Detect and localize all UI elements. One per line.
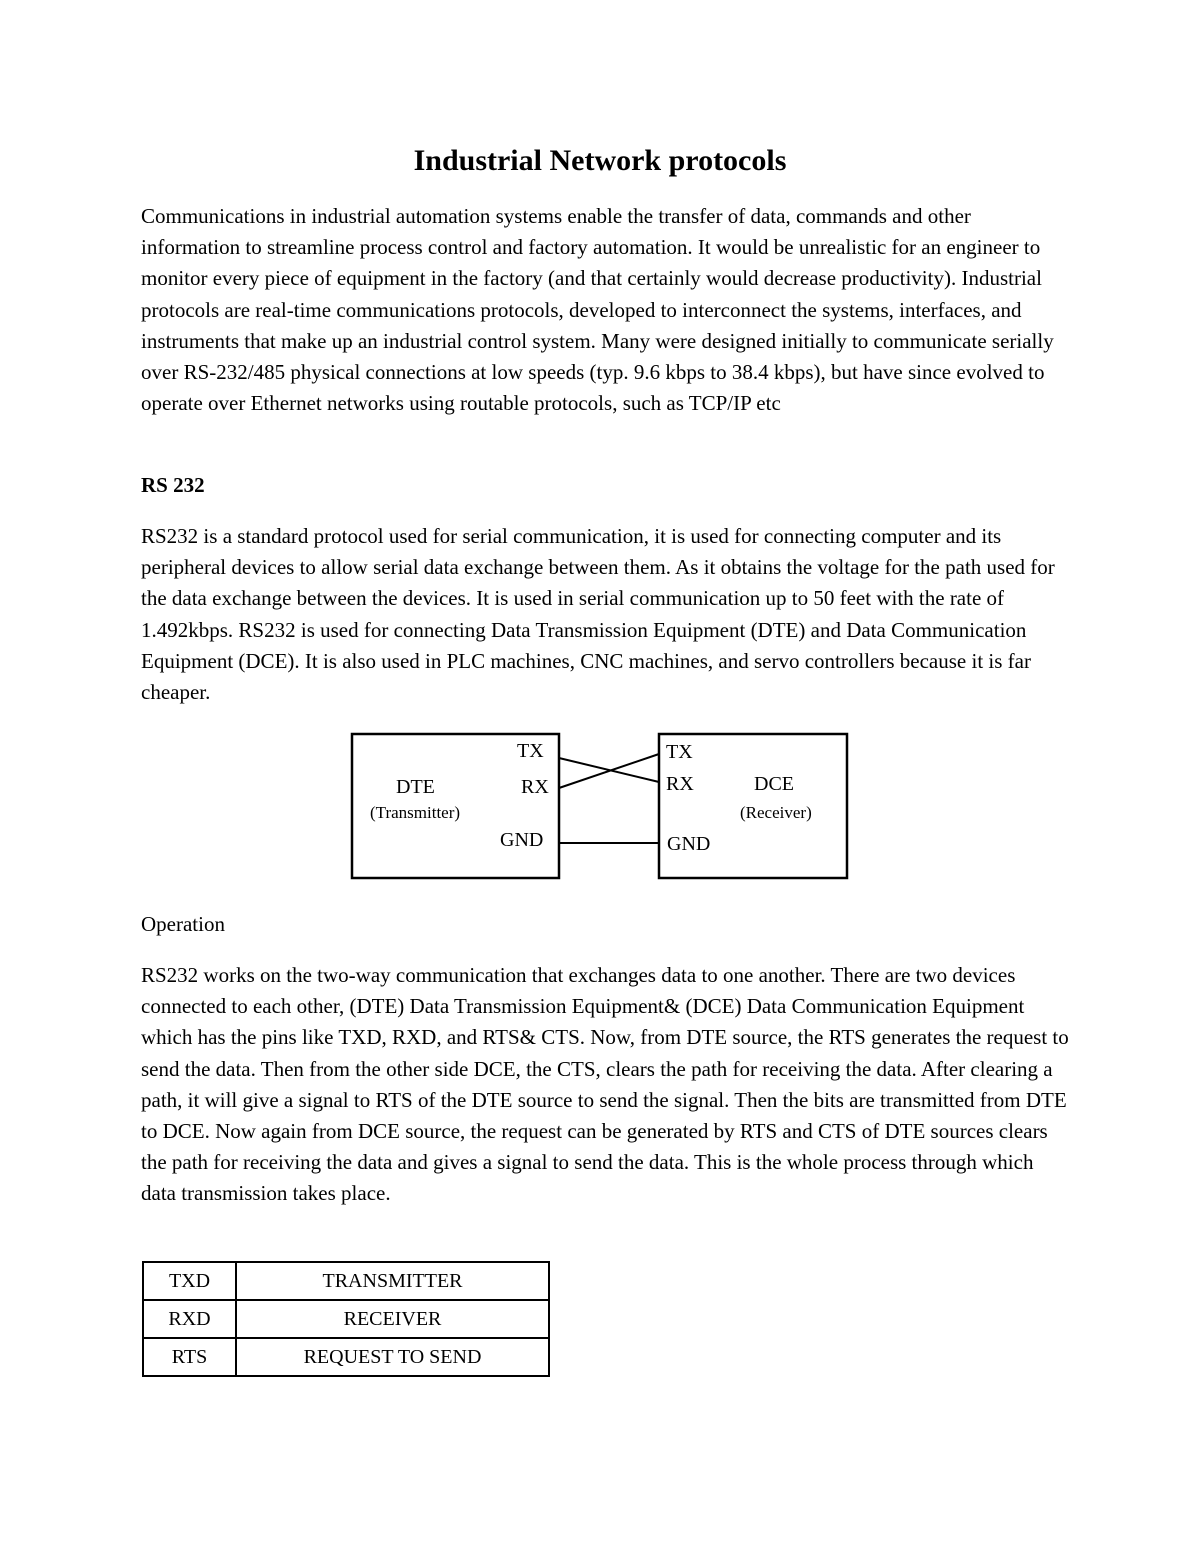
dte-sublabel: (Transmitter) bbox=[370, 803, 461, 822]
pin-code-cell: TXD bbox=[143, 1262, 236, 1300]
dte-label: DTE bbox=[396, 776, 435, 798]
table-row bbox=[143, 1262, 549, 1300]
pin-meaning-cell: REQUEST TO SEND bbox=[236, 1338, 549, 1376]
dce-rx-pin: RX bbox=[666, 773, 694, 795]
pin-meaning-cell: RECEIVER bbox=[236, 1300, 549, 1338]
pin-code-cell: RTS bbox=[143, 1338, 236, 1376]
operation-heading: Operation bbox=[141, 912, 225, 936]
rx-to-tx-wire bbox=[559, 754, 659, 788]
rs232-heading: RS 232 bbox=[141, 473, 205, 497]
dte-gnd-pin: GND bbox=[500, 829, 544, 851]
pin-table bbox=[142, 1261, 550, 1377]
dce-gnd-pin: GND bbox=[667, 833, 711, 855]
pin-code-cell: RXD bbox=[143, 1300, 236, 1338]
table-row bbox=[143, 1338, 549, 1376]
page-title: Industrial Network protocols bbox=[413, 144, 787, 177]
rs232-connection-diagram bbox=[350, 730, 852, 884]
dce-sublabel: (Receiver) bbox=[740, 803, 812, 822]
dce-tx-pin: TX bbox=[666, 741, 693, 763]
dte-rx-pin: RX bbox=[521, 776, 549, 798]
pin-meaning-cell: TRANSMITTER bbox=[236, 1262, 549, 1300]
table-row bbox=[143, 1300, 549, 1338]
dce-label: DCE bbox=[754, 773, 794, 795]
rs232-paragraph: RS232 is a standard protocol used for serial communication, it is used for connecting computer and its peripheral devices to allow serial data exchange between them. As it obtains the voltage for the path used for the data exchange between the devices. It is used in serial communication up to 50 feet with the rate of 1.492kbps. RS232 is used for connecting Data Transmission Equipment (DTE) and Data Communication Equipment (DCE). It is also used in PLC machines, CNC machines, and servo controllers because it is far cheaper. bbox=[141, 524, 1055, 705]
dte-tx-pin: TX bbox=[517, 740, 544, 762]
intro-paragraph: Communications in industrial automation systems enable the transfer of data, commands and other information to streamline process control and factory automation. It would be unrealistic for an engineer to monitor every piece of equipment in the factory (and that certainly would decrease productivity). Industrial protocols are real-time communications protocols, developed to interconnect the systems, interfaces, and instruments that make up an industrial control system. Many were designed initially to communicate serially over RS-232/485 physical connections at low speeds (typ. 9.6 kbps to 38.4 kbps), but have since evolved to operate over Ethernet networks using routable protocols, such as TCP/IP etc bbox=[141, 204, 1054, 416]
operation-paragraph: RS232 works on the two-way communication that exchanges data to one another. There are two devices connected to each other, (DTE) Data Transmission Equipment& (DCE) Data Communication Equipment which has the pins like TXD, RXD, and RTS& CTS. Now, from DTE source, the RTS generates the request to send the data. Then from the other side DCE, the CTS, clears the path for receiving the data. After clearing a path, it will give a signal to RTS of the DTE source to send the signal. Then the bits are transmitted from DTE to DCE. Now again from DCE source, the request can be generated by RTS and CTS of DTE sources clears the path for receiving the data and gives a signal to send the data. This is the whole process through which data transmission takes place. bbox=[141, 963, 1069, 1206]
